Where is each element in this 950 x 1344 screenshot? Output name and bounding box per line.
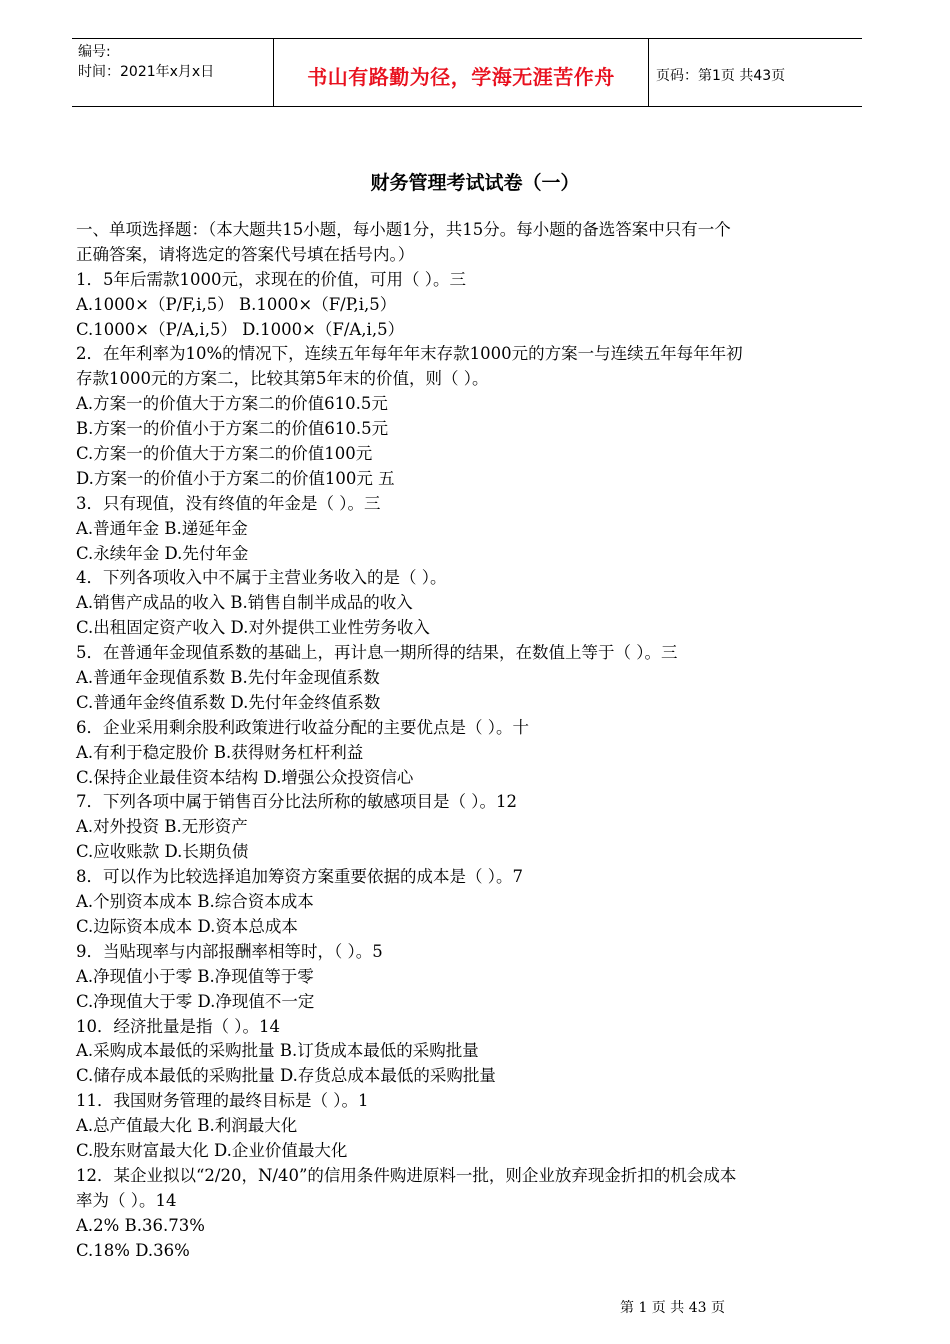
- text-line: A.净现值小于零 B.净现值等于零: [76, 966, 314, 986]
- time-label: 时间：2021年x月x日: [78, 64, 215, 80]
- text-line: A.采购成本最低的采购批量 B.订货成本最低的采购批量: [76, 1041, 479, 1061]
- text-line: 12．某企业拟以“2/20，N/40”的信用条件购进原料一批，则企业放弃现金折扣的机会成本: [76, 1165, 737, 1185]
- text-line: C.应收账款 D.长期负债: [76, 842, 249, 862]
- text-line: A.2% B.36.73%: [76, 1215, 205, 1235]
- text-line: C.1000×（P/A,i,5） D.1000×（F/A,i,5）: [76, 319, 405, 339]
- text-line: 10．经济批量是指（ ）。14: [76, 1016, 280, 1036]
- text-line: 7．下列各项中属于销售百分比法所称的敏感项目是（ ）。12: [76, 792, 517, 812]
- text-line: 8．可以作为比较选择追加筹资方案重要依据的成本是（ ）。7: [76, 867, 523, 887]
- text-line: A.销售产成品的收入 B.销售自制半成品的收入: [76, 593, 413, 613]
- text-line: C.边际资本成本 D.资本总成本: [76, 916, 298, 936]
- page-header: [72, 38, 862, 107]
- page-title: 财务管理考试试卷（一）: [370, 172, 580, 194]
- text-line: C.18% D.36%: [76, 1240, 190, 1260]
- text-line: A.有利于稳定股价 B.获得财务杠杆利益: [76, 742, 364, 762]
- page-info: 页码：第1页 共43页: [656, 68, 786, 84]
- text-line: C.股东财富最大化 D.企业价值最大化: [76, 1140, 348, 1160]
- text-line: C.出租固定资产收入 D.对外提供工业性劳务收入: [76, 618, 430, 638]
- text-line: B.方案一的价值小于方案二的价值610.5元: [76, 419, 389, 439]
- text-line: 5．在普通年金现值系数的基础上，再计息一期所得的结果，在数值上等于（ ）。三: [76, 643, 678, 663]
- text-line: A.总产值最大化 B.利润最大化: [76, 1116, 298, 1136]
- text-line: 率为（ ）。14: [76, 1190, 177, 1210]
- text-line: A.普通年金 B.递延年金: [76, 518, 248, 538]
- text-line: 1．5年后需款1000元，求现在的价值，可用（ ）。三: [76, 269, 466, 289]
- text-line: 正确答案，请将选定的答案代号填在括号内。）: [76, 244, 415, 264]
- text-line: 3．只有现值，没有终值的年金是（ ）。三: [76, 493, 381, 513]
- header-motto-cell: [273, 39, 649, 106]
- exam-content: [76, 218, 866, 1263]
- text-line: C.普通年金终值系数 D.先付年金终值系数: [76, 692, 381, 712]
- motto: 书山有路勤为径，学海无涯苦作舟: [307, 65, 615, 89]
- text-line: A.方案一的价值大于方案二的价值610.5元: [76, 394, 388, 414]
- text-line: 一、单项选择题：（本大题共15小题，每小题1分，共15分。每小题的备选答案中只有一个: [76, 220, 731, 239]
- text-line: 9．当贴现率与内部报酬率相等时，（ ）。5: [76, 941, 383, 961]
- text-line: 4．下列各项收入中不属于主营业务收入的是（ ）。: [76, 568, 447, 588]
- text-line: A.1000×（P/F,i,5） B.1000×（F/P,i,5）: [76, 294, 397, 314]
- text-line: A.对外投资 B.无形资产: [76, 817, 248, 837]
- text-line: 2．在年利率为10%的情况下，连续五年每年年末存款1000元的方案一与连续五年每年年初: [76, 344, 743, 364]
- text-line: 11．我国财务管理的最终目标是（ ）。1: [76, 1091, 369, 1111]
- text-line: 6．企业采用剩余股利政策进行收益分配的主要优点是（ ）。十: [76, 717, 529, 737]
- page-footer: 第 1 页 共 43 页: [620, 1300, 725, 1316]
- number-label: 编号:: [78, 44, 111, 60]
- header-page-cell: [648, 39, 862, 106]
- text-line: A.普通年金现值系数 B.先付年金现值系数: [76, 668, 380, 688]
- header-meta-cell: [72, 39, 273, 106]
- text-line: C.储存成本最低的采购批量 D.存货总成本最低的采购批量: [76, 1066, 496, 1086]
- text-line: C.方案一的价值大于方案二的价值100元: [76, 444, 373, 464]
- text-line: A.个别资本成本 B.综合资本成本: [76, 892, 314, 912]
- text-line: C.永续年金 D.先付年金: [76, 543, 249, 563]
- text-line: C.净现值大于零 D.净现值不一定: [76, 991, 315, 1011]
- text-line: 存款1000元的方案二，比较其第5年末的价值，则（ ）。: [76, 369, 489, 389]
- text-line: C.保持企业最佳资本结构 D.增强公众投资信心: [76, 767, 414, 787]
- text-line: D.方案一的价值小于方案二的价值100元 五: [76, 468, 395, 488]
